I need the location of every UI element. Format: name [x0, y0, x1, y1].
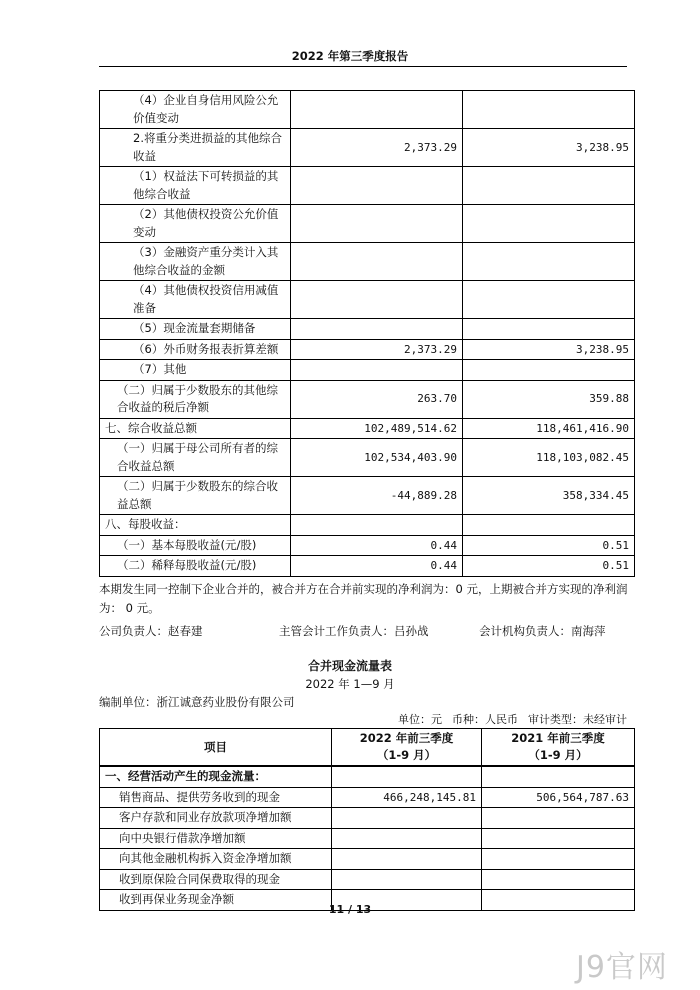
- row-label: （1）权益法下可转损益的其他综合收益: [100, 167, 291, 205]
- row-label: （5）现金流量套期储备: [100, 319, 291, 340]
- row-label: 收到再保业务现金净额: [100, 890, 332, 911]
- current-value: 102,489,514.62: [291, 418, 463, 439]
- table-row: [100, 515, 635, 536]
- table-row: [100, 319, 635, 340]
- previous-value: 358,334.45: [463, 477, 635, 515]
- row-label: （一）基本每股收益(元/股): [100, 535, 291, 556]
- row-label: 2.将重分类进损益的其他综合收益: [100, 129, 291, 167]
- previous-value: [482, 828, 635, 849]
- row-label: （二）稀释每股收益(元/股): [100, 556, 291, 577]
- previous-value: [463, 205, 635, 243]
- col-header-current: [332, 729, 482, 767]
- previous-value: 0.51: [463, 535, 635, 556]
- row-label: （3）金融资产重分类计入其他综合收益的金额: [100, 243, 291, 281]
- current-value: [291, 281, 463, 319]
- row-label: （4）企业自身信用风险公允价值变动: [100, 91, 291, 129]
- current-value: [291, 515, 463, 536]
- current-value: [332, 869, 482, 890]
- previous-value: [482, 849, 635, 870]
- row-label: 客户存款和同业存放款项净增加额: [100, 808, 332, 829]
- table-row: [100, 787, 635, 808]
- previous-value: 359.88: [463, 380, 635, 418]
- table-row: [100, 129, 635, 167]
- watermark-logo: J9官网: [576, 950, 668, 985]
- cashflow-period: 2022 年 1—9 月: [305, 677, 395, 691]
- previous-value: [463, 515, 635, 536]
- section-operating: 一、经营活动产生的现金流量：: [100, 766, 332, 787]
- table-row: [100, 439, 635, 477]
- row-label: （2）其他债权投资公允价值变动: [100, 205, 291, 243]
- current-value: [291, 319, 463, 340]
- currency-label: 币种：人民币: [452, 713, 518, 726]
- previous-value: [463, 360, 635, 381]
- col-header-previous-line1: 2021 年前三季度: [511, 731, 605, 745]
- col-header-current-line1: 2022 年前三季度: [359, 731, 454, 745]
- previous-value: [463, 91, 635, 129]
- previous-value: [463, 167, 635, 205]
- table-row: [100, 167, 635, 205]
- col-header-previous: [482, 729, 635, 767]
- col-header-previous-line2: （1-9 月）: [528, 748, 588, 762]
- current-value: 263.70: [291, 380, 463, 418]
- report-header-title: 2022 年第三季度报告: [291, 49, 409, 63]
- current-value: 2,373.29: [291, 339, 463, 360]
- table-row: [100, 808, 635, 829]
- previous-value: 118,461,416.90: [463, 418, 635, 439]
- current-value: [332, 808, 482, 829]
- previous-value: [482, 808, 635, 829]
- previous-value: 118,103,082.45: [463, 439, 635, 477]
- previous-value: 3,238.95: [463, 339, 635, 360]
- current-value: [291, 360, 463, 381]
- table-cell: [482, 766, 635, 787]
- previous-value: 0.51: [463, 556, 635, 577]
- row-label: 七、综合收益总额: [100, 418, 291, 439]
- row-label: 向中央银行借款净增加额: [100, 828, 332, 849]
- current-value: -44,889.28: [291, 477, 463, 515]
- table-row: [100, 243, 635, 281]
- col-header-current-line2: （1-9 月）: [376, 748, 437, 762]
- accounting-dept-head: 会计机构负责人：南海萍: [479, 624, 606, 638]
- current-value: [291, 243, 463, 281]
- table-row: [100, 281, 635, 319]
- row-label: 收到原保险合同保费取得的现金: [100, 869, 332, 890]
- audit-type-label: 审计类型：未经审计: [528, 713, 627, 726]
- table-row: [100, 828, 635, 849]
- current-value: [332, 849, 482, 870]
- table-row: [100, 535, 635, 556]
- table-row: [100, 849, 635, 870]
- current-value: 0.44: [291, 535, 463, 556]
- table-row: [100, 869, 635, 890]
- row-label: （二）归属于少数股东的其他综合收益的税后净额: [100, 380, 291, 418]
- current-value: [291, 91, 463, 129]
- row-label: （一）归属于母公司所有者的综合收益总额: [100, 439, 291, 477]
- previous-value: [463, 281, 635, 319]
- row-label: （6）外币财务报表折算差额: [100, 339, 291, 360]
- company-head: 公司负责人：赵春建: [99, 624, 203, 638]
- row-label: （二）归属于少数股东的综合收益总额: [100, 477, 291, 515]
- cashflow-compiler: 编制单位：浙江诚意药业股份有限公司: [99, 695, 295, 709]
- cashflow-title: 合并现金流量表: [307, 659, 392, 673]
- row-label: 八、每股收益：: [100, 515, 291, 536]
- table-row: [100, 556, 635, 577]
- current-value: 466,248,145.81: [332, 787, 482, 808]
- header-divider: [99, 66, 627, 67]
- current-value: 102,534,403.90: [291, 439, 463, 477]
- previous-value: [463, 243, 635, 281]
- previous-value: [463, 319, 635, 340]
- unit-label: 单位：元: [398, 713, 442, 726]
- previous-value: [482, 869, 635, 890]
- merger-note: 本期发生同一控制下企业合并的，被合并方在合并前实现的净利润为：0 元，上期被合并方实现的净利润为： 0 元。: [99, 582, 628, 615]
- page-number: 11 / 13: [328, 903, 372, 916]
- table-row: [100, 205, 635, 243]
- current-value: [332, 828, 482, 849]
- current-value: 0.44: [291, 556, 463, 577]
- row-label: 向其他金融机构拆入资金净增加额: [100, 849, 332, 870]
- current-value: [291, 205, 463, 243]
- row-label: （7）其他: [100, 360, 291, 381]
- table-row: [100, 360, 635, 381]
- previous-value: 3,238.95: [463, 129, 635, 167]
- table-cell: [332, 766, 482, 787]
- current-value: [291, 167, 463, 205]
- cashflow-units: [388, 711, 627, 727]
- income-statement-table: [99, 90, 635, 577]
- table-row: [100, 91, 635, 129]
- col-header-item: 项目: [100, 729, 332, 767]
- previous-value: 506,564,787.63: [482, 787, 635, 808]
- table-row: [100, 380, 635, 418]
- current-value: 2,373.29: [291, 129, 463, 167]
- cashflow-table: [99, 728, 635, 911]
- row-label: （4）其他债权投资信用减值准备: [100, 281, 291, 319]
- table-row: [100, 339, 635, 360]
- accounting-head: 主管会计工作负责人：吕孙战: [279, 624, 429, 638]
- row-label: 销售商品、提供劳务收到的现金: [100, 787, 332, 808]
- table-row: [100, 477, 635, 515]
- table-row: [100, 418, 635, 439]
